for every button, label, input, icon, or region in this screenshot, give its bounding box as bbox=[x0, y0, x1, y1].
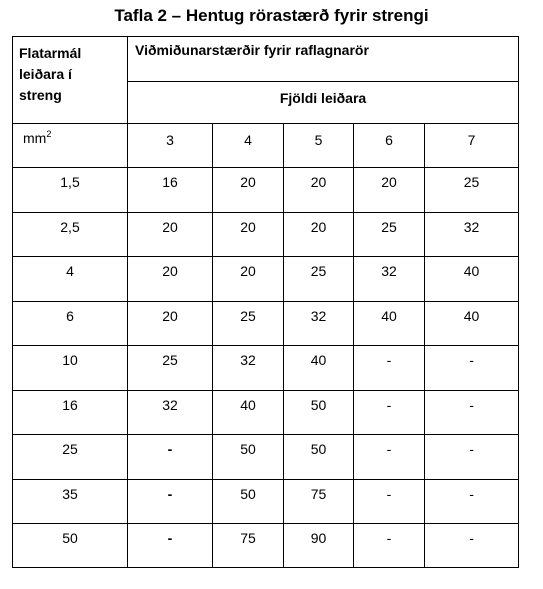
conductor-count-cell: 3 bbox=[128, 124, 213, 168]
conduit-size-cell: - bbox=[425, 435, 519, 480]
conduit-size-cell: 20 bbox=[128, 301, 213, 346]
area-cell: 2,5 bbox=[13, 212, 128, 257]
conduit-size-cell: 20 bbox=[354, 168, 425, 213]
conduit-size-cell: 16 bbox=[128, 168, 213, 213]
conductor-count-cell: 6 bbox=[354, 124, 425, 168]
area-header-line: streng bbox=[19, 87, 62, 103]
conduit-size-cell: - bbox=[425, 524, 519, 568]
conduit-size-cell: 20 bbox=[128, 212, 213, 257]
conduit-size-cell: 20 bbox=[213, 212, 284, 257]
conduit-size-cell: - bbox=[354, 479, 425, 524]
table-row bbox=[13, 524, 519, 568]
conduit-size-cell: - bbox=[425, 479, 519, 524]
conduit-size-cell: 40 bbox=[425, 257, 519, 302]
table-row bbox=[13, 435, 519, 480]
table-title: Tafla 2 – Hentug rörastærð fyrir strengi bbox=[114, 6, 429, 25]
conduit-size-cell: 25 bbox=[213, 301, 284, 346]
conduit-size-cell: - bbox=[354, 346, 425, 391]
table-row bbox=[13, 212, 519, 257]
conduit-size-cell: 32 bbox=[354, 257, 425, 302]
table-row bbox=[13, 479, 519, 524]
conduit-size-cell: 20 bbox=[213, 168, 284, 213]
conduit-size-cell: - bbox=[425, 346, 519, 391]
conduit-size-cell: 20 bbox=[284, 212, 354, 257]
area-column-header bbox=[13, 37, 128, 124]
area-cell: 50 bbox=[13, 524, 128, 568]
table-row bbox=[13, 301, 519, 346]
area-cell: 25 bbox=[13, 435, 128, 480]
conduit-size-cell: - bbox=[354, 390, 425, 435]
area-cell: 35 bbox=[13, 479, 128, 524]
conduit-size-cell: 25 bbox=[425, 168, 519, 213]
conduit-size-cell: 90 bbox=[284, 524, 354, 568]
conduit-size-cell: 40 bbox=[213, 390, 284, 435]
conduit-size-cell: 50 bbox=[284, 435, 354, 480]
conduit-size-cell: - bbox=[128, 524, 213, 568]
conduit-size-cell: 32 bbox=[213, 346, 284, 391]
conductor-count-header: Fjöldi leiðara bbox=[128, 82, 519, 124]
conduit-size-cell: 40 bbox=[284, 346, 354, 391]
area-header-line: leiðara í bbox=[19, 66, 72, 82]
conductor-count-cell: 7 bbox=[425, 124, 519, 168]
conductor-count-cell: 4 bbox=[213, 124, 284, 168]
conduit-size-cell: 40 bbox=[354, 301, 425, 346]
group-header: Viðmiðunarstærðir fyrir raflagnarör bbox=[128, 37, 519, 82]
conduit-size-cell: - bbox=[354, 524, 425, 568]
conduit-size-cell: 20 bbox=[284, 168, 354, 213]
area-cell: 6 bbox=[13, 301, 128, 346]
conduit-size-cell: 50 bbox=[213, 479, 284, 524]
conduit-size-cell: 20 bbox=[128, 257, 213, 302]
table-row bbox=[13, 346, 519, 391]
area-cell: 16 bbox=[13, 390, 128, 435]
conduit-size-cell: 25 bbox=[284, 257, 354, 302]
conductor-count-cell: 5 bbox=[284, 124, 354, 168]
table-row bbox=[13, 390, 519, 435]
conduit-size-table bbox=[12, 36, 519, 568]
conduit-size-cell: 75 bbox=[284, 479, 354, 524]
conduit-size-cell: 40 bbox=[425, 301, 519, 346]
conduit-size-cell: 75 bbox=[213, 524, 284, 568]
conduit-size-cell: 32 bbox=[284, 301, 354, 346]
unit-base: mm bbox=[23, 130, 47, 146]
area-header-line: Flatarmál bbox=[19, 45, 82, 61]
conduit-size-cell: 25 bbox=[354, 212, 425, 257]
table-row bbox=[13, 257, 519, 302]
conduit-size-cell: 20 bbox=[213, 257, 284, 302]
conduit-size-cell: 32 bbox=[425, 212, 519, 257]
conduit-size-cell: - bbox=[354, 435, 425, 480]
unit-exponent: 2 bbox=[46, 129, 52, 139]
area-cell: 1,5 bbox=[13, 168, 128, 213]
area-cell: 10 bbox=[13, 346, 128, 391]
conduit-size-cell: 25 bbox=[128, 346, 213, 391]
conduit-size-cell: 50 bbox=[284, 390, 354, 435]
area-cell: 4 bbox=[13, 257, 128, 302]
conduit-size-cell: 32 bbox=[128, 390, 213, 435]
conduit-size-cell: - bbox=[425, 390, 519, 435]
table-row bbox=[13, 168, 519, 213]
conduit-size-cell: 50 bbox=[213, 435, 284, 480]
conduit-size-cell: - bbox=[128, 479, 213, 524]
conduit-size-cell: - bbox=[128, 435, 213, 480]
unit-label bbox=[13, 124, 128, 168]
